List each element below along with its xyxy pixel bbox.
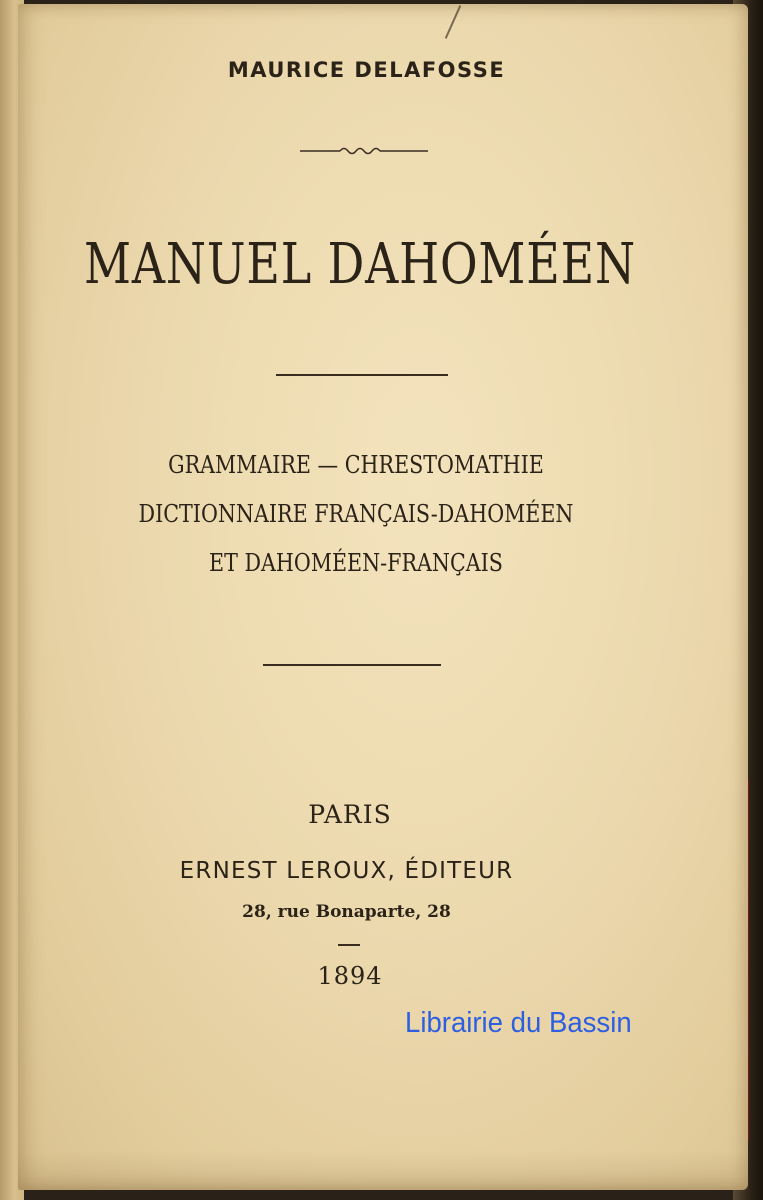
title-page-paper: [18, 4, 748, 1190]
small-dash-divider: [338, 944, 360, 946]
seller-watermark: Librairie du Bassin: [405, 1007, 632, 1039]
page-shadow: [18, 1150, 748, 1190]
book-title: MANUEL DAHOMÉEN: [84, 232, 636, 297]
ornament-divider: [300, 140, 428, 160]
publisher-name: ERNEST LEROUX, ÉDITEUR: [179, 858, 514, 884]
subtitle-line-2: DICTIONNAIRE FRANÇAIS-DAHOMÉEN: [138, 500, 574, 528]
publisher-address: 28, rue Bonaparte, 28: [242, 902, 451, 922]
author-name: MAURICE DELAFOSSE: [227, 58, 506, 82]
publication-city: PARIS: [308, 800, 392, 829]
rule-divider-bottom: [263, 664, 441, 666]
subtitle-line-3: ET DAHOMÉEN-FRANÇAIS: [209, 549, 503, 577]
publication-year: 1894: [317, 962, 383, 990]
rule-divider-top: [276, 374, 448, 376]
subtitle-line-1: GRAMMAIRE — CHRESTOMATHIE: [168, 451, 544, 479]
